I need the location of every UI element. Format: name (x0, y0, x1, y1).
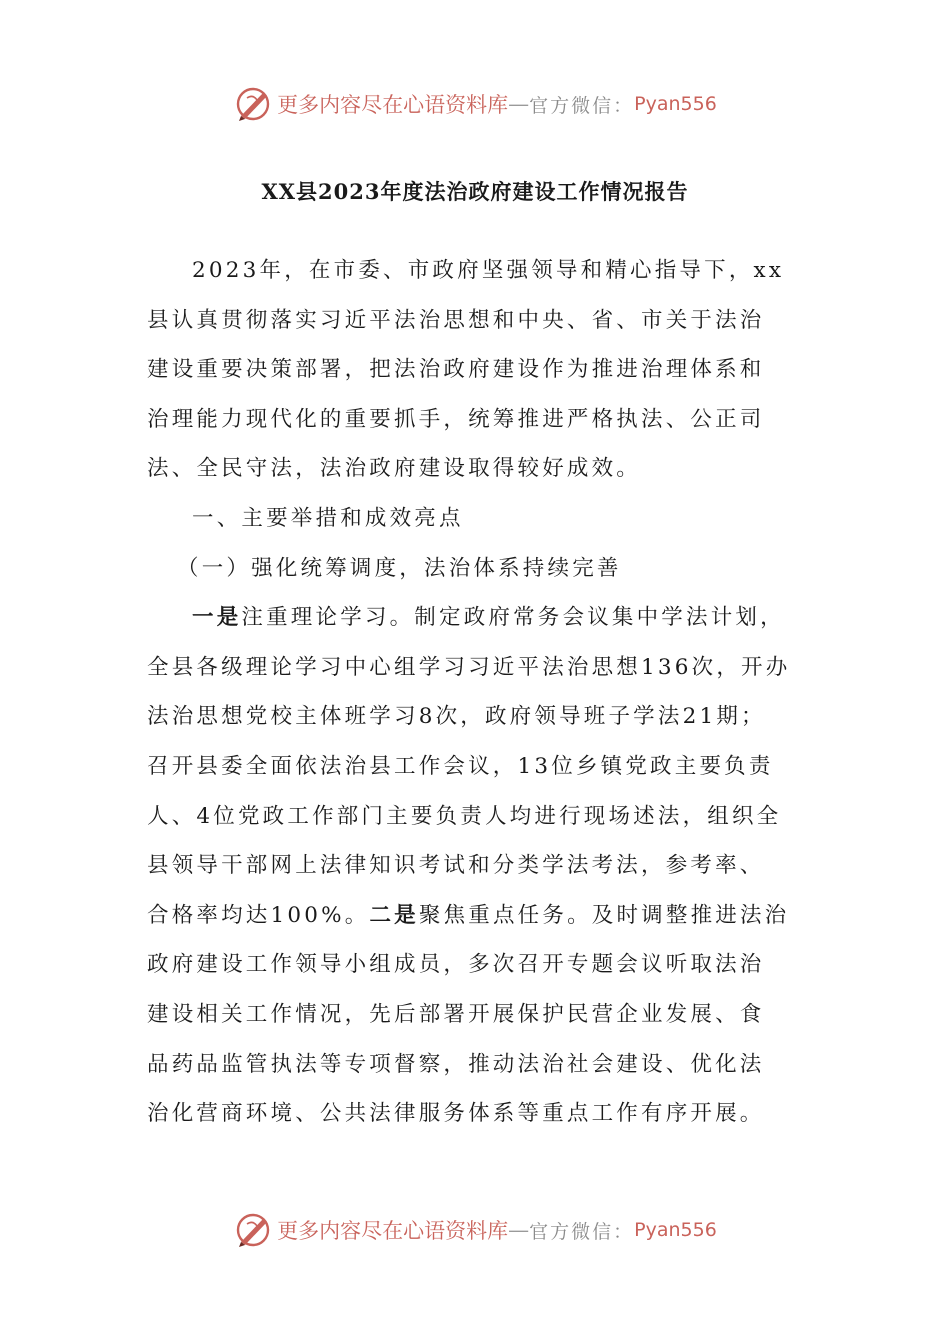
intro-line: 2023年，在市委、市政府坚强领导和精心指导下，xx (192, 258, 785, 283)
header-banner (0, 82, 950, 126)
banner-main-text: 更多内容尽在心语资料库 (277, 1219, 509, 1243)
paragraph-line (147, 891, 807, 941)
paragraph-line: 治化营商环境、公共法律服务体系等重点工作有序开展。 (147, 1101, 765, 1127)
paragraph-line: 全县各级理论学习中心组学习习近平法治思想136次，开办 (147, 654, 791, 680)
intro-line: 县认真贯彻落实习近平法治思想和中央、省、市关于法治 (147, 307, 765, 333)
paragraph-text: 注重理论学习。制定政府常务会议集中学法计划， (241, 605, 785, 631)
intro-line: 建设重要决策部署，把法治政府建设作为推进治理体系和 (147, 357, 765, 383)
banner-dash: — (508, 92, 530, 116)
lead-marker: 二是 (369, 902, 419, 928)
document-body (147, 246, 807, 1139)
paragraph-text: 聚焦重点任务。及时调整推进法治 (418, 902, 790, 928)
banner-wechat-id: Pyan556 (634, 93, 717, 115)
banner-main-text: 更多内容尽在心语资料库 (277, 93, 509, 117)
paragraph-line: 政府建设工作领导小组成员，多次召开专题会议听取法治 (147, 952, 765, 978)
pen-logo-icon (233, 84, 273, 124)
banner-dash: — (508, 1218, 530, 1242)
document-title: XX县2023年度法治政府建设工作情况报告 (261, 179, 689, 204)
paragraph-line: 法治思想党校主体班学习8次，政府领导班子学法21期； (147, 704, 766, 730)
footer-banner (0, 1208, 950, 1252)
lead-marker: 一是 (192, 605, 242, 631)
section-heading: 一、主要举措和成效亮点 (192, 505, 464, 531)
paragraph-line: 人、4位党政工作部门主要负责人均进行现场述法，组织全 (147, 803, 782, 829)
banner-official-label: 官方微信： (529, 94, 635, 117)
paragraph-line: 品药品监管执法等专项督察，推动法治社会建设、优化法 (147, 1051, 765, 1077)
intro-line: 法、全民守法，法治政府建设取得较好成效。 (147, 456, 642, 482)
paragraph-text: 合格率均达100%。 (147, 902, 370, 928)
paragraph-line: 县领导干部网上法律知识考试和分类学法考法，参考率、 (147, 853, 765, 879)
paragraph-line: 召开县委全面依法治县工作会议，13位乡镇党政主要负责 (147, 753, 774, 779)
banner-wechat-id: Pyan556 (634, 1219, 717, 1241)
paragraph-line (147, 593, 807, 643)
pen-logo-icon (233, 1210, 273, 1250)
intro-line: 治理能力现代化的重要抓手，统筹推进严格执法、公正司 (147, 406, 765, 432)
paragraph-line: 建设相关工作情况，先后部署开展保护民营企业发展、食 (147, 1001, 765, 1027)
subsection-heading: （一）强化统筹调度，法治体系持续完善 (177, 555, 622, 581)
banner-official-label: 官方微信： (529, 1220, 635, 1243)
